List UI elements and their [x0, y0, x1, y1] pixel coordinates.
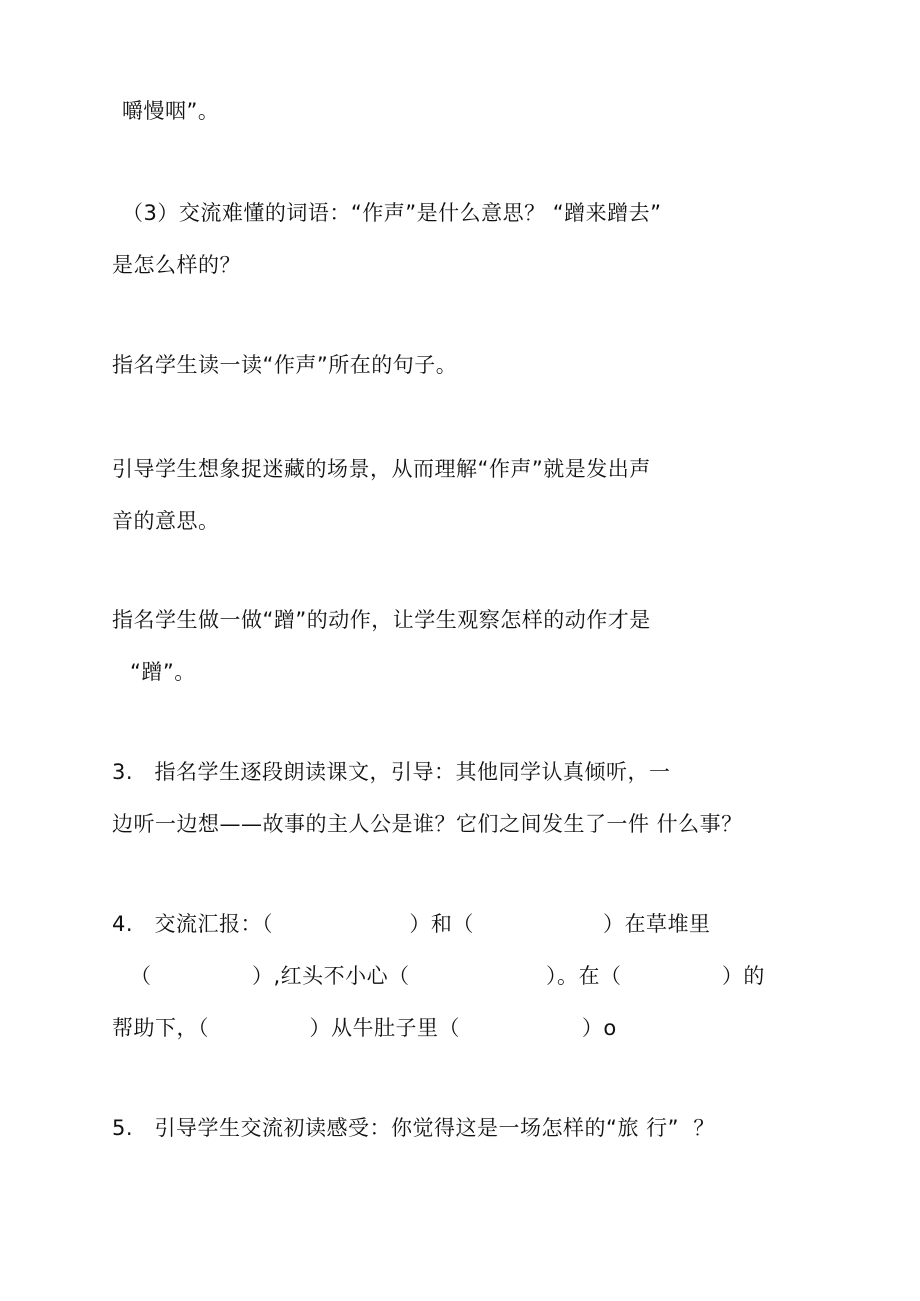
- text-line-3: 是怎么样的？: [112, 253, 241, 277]
- text-line-12: （ ）,红头不小心（ ）。在（ ）的: [130, 964, 765, 988]
- text-line-6: 音的意思。: [112, 509, 220, 533]
- text-line-4: 指名学生读一读“作声”所在的句子。: [112, 353, 458, 377]
- text-line-8: “蹭”。: [130, 660, 196, 684]
- text-line-13: 帮助下，（ ）从牛肚子里（ ）o: [112, 1016, 617, 1040]
- text-line-7: 指名学生做一做“蹭”的动作，让学生观察怎样的动作才是: [112, 608, 651, 632]
- text-line-14: 5. 引导学生交流初读感受：你觉得这是一场怎样的“旅 行” ？: [112, 1116, 715, 1140]
- text-line-5: 引导学生想象捉迷藏的场景，从而理解“作声”就是发出声: [112, 457, 651, 481]
- text-line-10: 边听一边想——故事的主人公是谁？它们之间发生了一件 什么事？: [112, 812, 743, 836]
- text-line-2: （3）交流难懂的词语：“作声”是什么意思？ “蹭来蹭去”: [122, 201, 662, 225]
- text-line-11: 4. 交流汇报：（ ）和（ ）在草堆里: [112, 912, 711, 936]
- text-line-9: 3. 指名学生逐段朗读课文，引导：其他同学认真倾听，一: [112, 760, 671, 784]
- text-line-1: 嚼慢咽”。: [122, 99, 220, 123]
